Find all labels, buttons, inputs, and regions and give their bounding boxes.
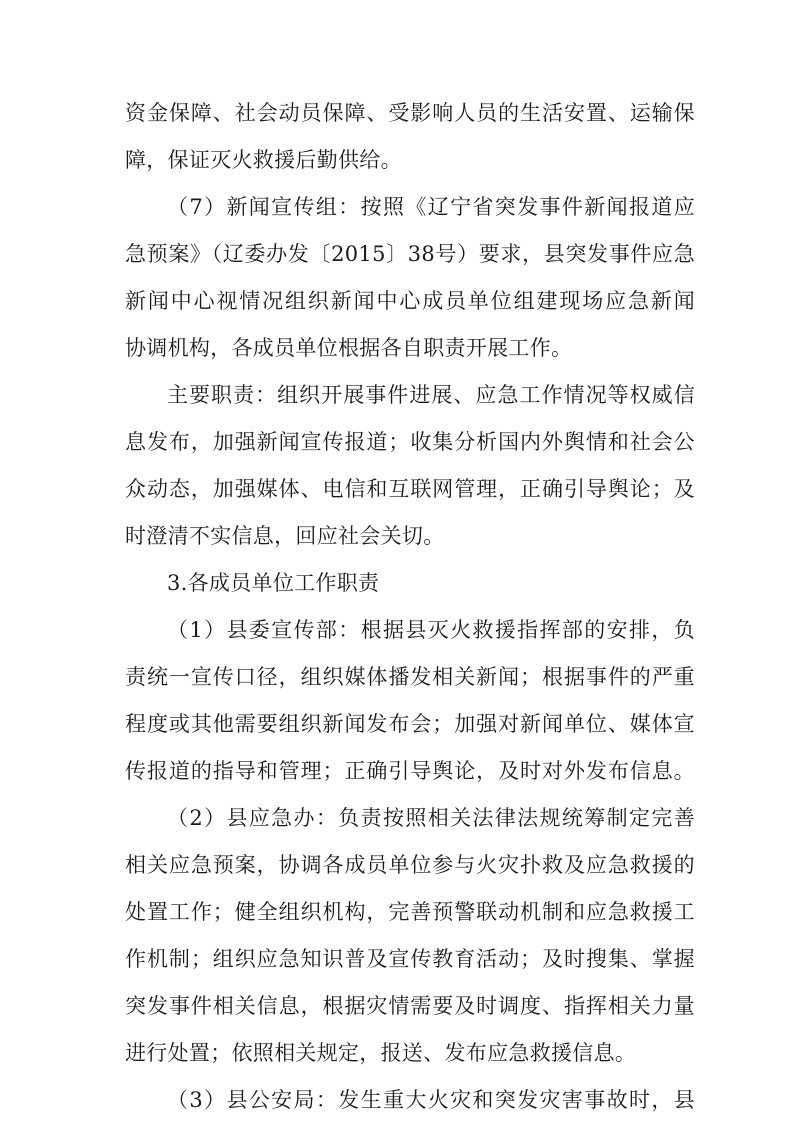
text-line: 众动态，加强媒体、电信和互联网管理，正确引导舆论；及: [125, 477, 695, 501]
text-line: 障，保证灭火救援后勤供给。: [125, 148, 402, 172]
text-line: 息发布，加强新闻宣传报道；收集分析国内外舆情和社会公: [125, 430, 695, 454]
text-line: （3）县公安局：发生重大火灾和突发灾害事故时，县: [167, 1088, 695, 1112]
text-line: 突发事件相关信息，根据灾情需要及时调度、指挥相关力量: [125, 994, 695, 1018]
section-heading: 3.各成员单位工作职责: [167, 571, 380, 595]
text-line: 急预案》（辽委办发〔2015〕38号）要求，县突发事件应急: [125, 242, 695, 266]
text-line: 处置工作；健全组织机构，完善预警联动机制和应急救援工: [125, 900, 695, 924]
text-line: 主要职责：组织开展事件进展、应急工作情况等权威信: [167, 383, 695, 407]
text-line: 资金保障、社会动员保障、受影响人员的生活安置、运输保: [125, 101, 695, 125]
text-line: （1）县委宣传部：根据县灭火救援指挥部的安排，负: [167, 618, 695, 642]
text-line: 传报道的指导和管理；正确引导舆论，及时对外发布信息。: [125, 759, 695, 783]
text-line: 进行处置；依照相关规定，报送、发布应急救援信息。: [125, 1041, 637, 1065]
text-line: （2）县应急办：负责按照相关法律法规统筹制定完善: [167, 806, 695, 830]
text-line: 相关应急预案，协调各成员单位参与火灾扑救及应急救援的: [125, 853, 695, 877]
text-line: 程度或其他需要组织新闻发布会；加强对新闻单位、媒体宣: [125, 712, 695, 736]
text-line: 责统一宣传口径，组织媒体播发相关新闻；根据事件的严重: [125, 665, 695, 689]
text-line: 作机制；组织应急知识普及宣传教育活动；及时搜集、掌握: [125, 947, 695, 971]
text-line: 时澄清不实信息，回应社会关切。: [125, 524, 445, 548]
text-line: 新闻中心视情况组织新闻中心成员单位组建现场应急新闻: [125, 289, 695, 313]
text-line: 协调机构，各成员单位根据各自职责开展工作。: [125, 336, 573, 360]
text-line: （7）新闻宣传组：按照《辽宁省突发事件新闻报道应: [167, 195, 695, 219]
